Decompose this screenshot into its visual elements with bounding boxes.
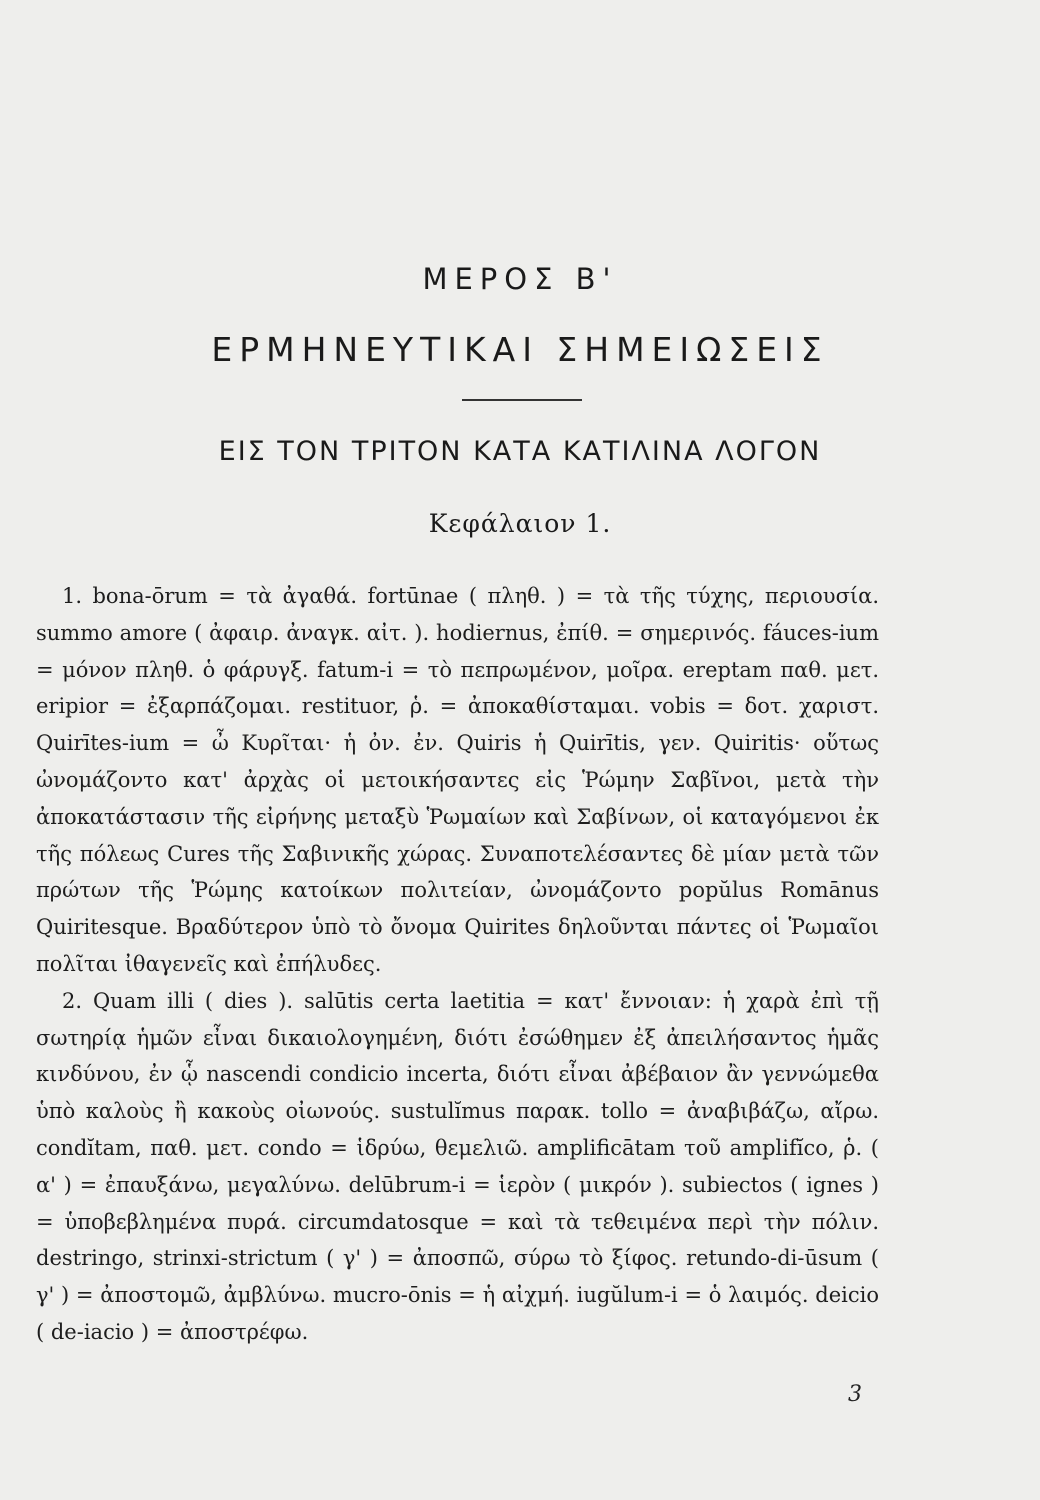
chapter-heading: Κεφάλαιον 1. xyxy=(428,509,612,538)
section-subtitle: ΕΙΣ ΤΟΝ ΤΡΙΤΟΝ ΚΑΤΑ ΚΑΤΙΛΙΝΑ ΛΟΓΟΝ xyxy=(218,436,822,467)
page-number: 3 xyxy=(848,1382,862,1407)
commentary-body xyxy=(36,578,879,1351)
paragraph-2: 2. Quam illi ( dies ). salūtis certa laetitia = κατ' ἔννοιαν: ἡ χαρὰ ἐπὶ τῇ σωτηρίᾳ ἡμῶν εἶναι δικαιολογημένη, διότι ἐσώθημεν ἐξ ἀπειλήσαντος ἡμᾶς κινδύνου, ἐν ᾧ nascendi condicio incerta, διότι εἶναι ἀβέβαιον ἂν γεννώμεθα ὑπὸ καλοὺς ἢ κακοὺς οἰωνούς. sustulĭmus παρακ. tollo = ἀναβιβάζω, αἴρω. condĭtam, παθ. μετ. condo = ἱδρύω, θεμελιῶ. amplificātam τοῦ amplifĭco, ῥ. ( α' ) = ἐπαυξάνω, μεγαλύνω. delūbrum-i = ἱερὸν ( μικρόν ). subiectos ( ignes ) = ὑποβεβλημένα πυρά. circumdatosque = καὶ τὰ τεθειμένα περὶ τὴν πόλιν. destringo, strinxi-strictum ( γ' ) = ἀποσπῶ, σύρω τὸ ξίφος. retundo-di-ūsum ( γ' ) = ἀποστομῶ, ἀμβλύνω. mucro-ōnis = ἡ αἰχμή. iugŭlum-i = ὁ λαιμός. deicio ( de-iacio ) = ἀποστρέφω. xyxy=(36,988,879,1344)
part-heading: ΜΕΡΟΣ Β' xyxy=(422,262,618,296)
title-divider xyxy=(462,399,582,401)
paragraph-1: 1. bona-ōrum = τὰ ἀγαθά. fortūnae ( πληθ. ) = τὰ τῆς τύχης, περιουσία. summo amore ( ἀφαιρ. ἀναγκ. αἰτ. ). hodiernus, ἐπίθ. = σημερινός. fáuces-ium = μόνον πληθ. ὁ φάρυγξ. fatum-i = τὸ πεπρωμένον, μοῖρα. ereptam παθ. μετ. eripior = ἐξαρπάζομαι. restituor, ῥ. = ἀποκαθίσταμαι. vobis = δοτ. χαριστ. Quirītes-ium = ὦ Κυρῖται· ἡ ὀν. ἐν. Quiris ἡ Quirītis, γεν. Quiritis· οὕτως ὠνομάζοντο κατ' ἀρχὰς οἱ μετοικήσαντες εἰς Ῥώμην Σαβῖνοι, μετὰ τὴν ἀποκατάστασιν τῆς εἰρήνης μεταξὺ Ῥωμαίων καὶ Σαβίνων, οἱ καταγόμενοι ἐκ τῆς πόλεως Cures τῆς Σαβινικῆς χώρας. Συναποτελέσαντες δὲ μίαν μετὰ τῶν πρώτων τῆς Ῥώμης κατοίκων πολιτείαν, ὠνομάζοντο popŭlus Romānus Quiritesque. Βραδύτερον ὑπὸ τὸ ὄνομα Quirites δηλοῦνται πάντες οἱ Ῥωμαῖοι πολῖται ἰθαγενεῖς καὶ ἐπήλυδες. xyxy=(36,584,879,976)
main-title: ΕΡΜΗΝΕΥΤΙΚΑΙ ΣΗΜΕΙΩΣΕΙΣ xyxy=(211,330,829,369)
